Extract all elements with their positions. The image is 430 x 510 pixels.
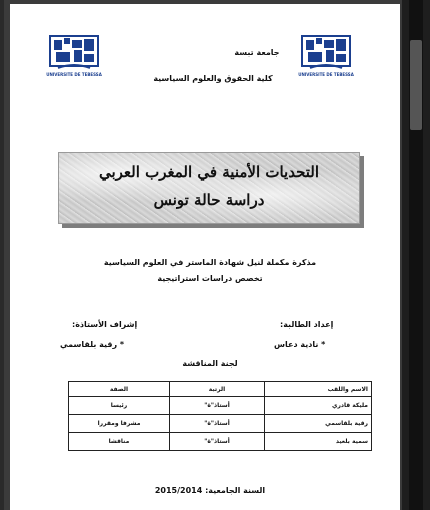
title-box (58, 152, 360, 224)
academic-year: السنة الجامعية: 2015/2014 (154, 486, 266, 495)
header-name: الاسم واللقب (265, 382, 372, 397)
cell-name: مليكة قادري (265, 397, 372, 415)
cell-role: رئيسا (69, 397, 170, 415)
logo-caption-left: UNIVERSITE DE TEBESSA (46, 72, 102, 77)
student-name: * نادية دعاس (274, 340, 326, 349)
university-name: جامعة تبسة (234, 48, 280, 57)
memo-line: مذكرة مكملة لنيل شهادة الماستر في العلوم السياسية (103, 258, 317, 267)
specialization: تخصص دراسات استراتيجية (157, 274, 263, 283)
cell-rank: أستاذ"ة" (170, 433, 265, 451)
student-label: إعداد الطالبة: (280, 320, 334, 329)
left-edge (0, 0, 4, 510)
table-row (69, 415, 372, 433)
cell-rank: أستاذ"ة" (170, 397, 265, 415)
supervisor-name: * رقية بلقاسمي (60, 340, 125, 349)
supervisor-label: إشراف الأستاذة: (72, 320, 138, 329)
header-rank: الرتبة (170, 382, 265, 397)
cell-rank: أستاذ"ة" (170, 415, 265, 433)
thesis-subtitle: دراسة حالة تونس (153, 191, 265, 209)
document-page (10, 4, 400, 510)
logo-caption-right: UNIVERSITE DE TEBESSA (298, 72, 354, 77)
thesis-title: التحديات الأمنية في المغرب العربي (98, 163, 320, 181)
table-row (69, 433, 372, 451)
cell-role: مشرفا ومقررا (69, 415, 170, 433)
committee-title: لجنة المناقشة (182, 359, 238, 368)
header-role: الصفة (69, 382, 170, 397)
scrollbar-thumb[interactable] (410, 40, 422, 130)
table-row (69, 397, 372, 415)
faculty-name: كلية الحقوق والعلوم السياسية (153, 74, 273, 83)
university-logo-right (300, 34, 352, 80)
cell-name: سمية بلعيد (265, 433, 372, 451)
university-logo-left (48, 34, 100, 80)
table-header-row (69, 382, 372, 397)
cell-role: مناقشا (69, 433, 170, 451)
jury-table (68, 381, 372, 451)
cell-name: رقية بلقاسمي (265, 415, 372, 433)
